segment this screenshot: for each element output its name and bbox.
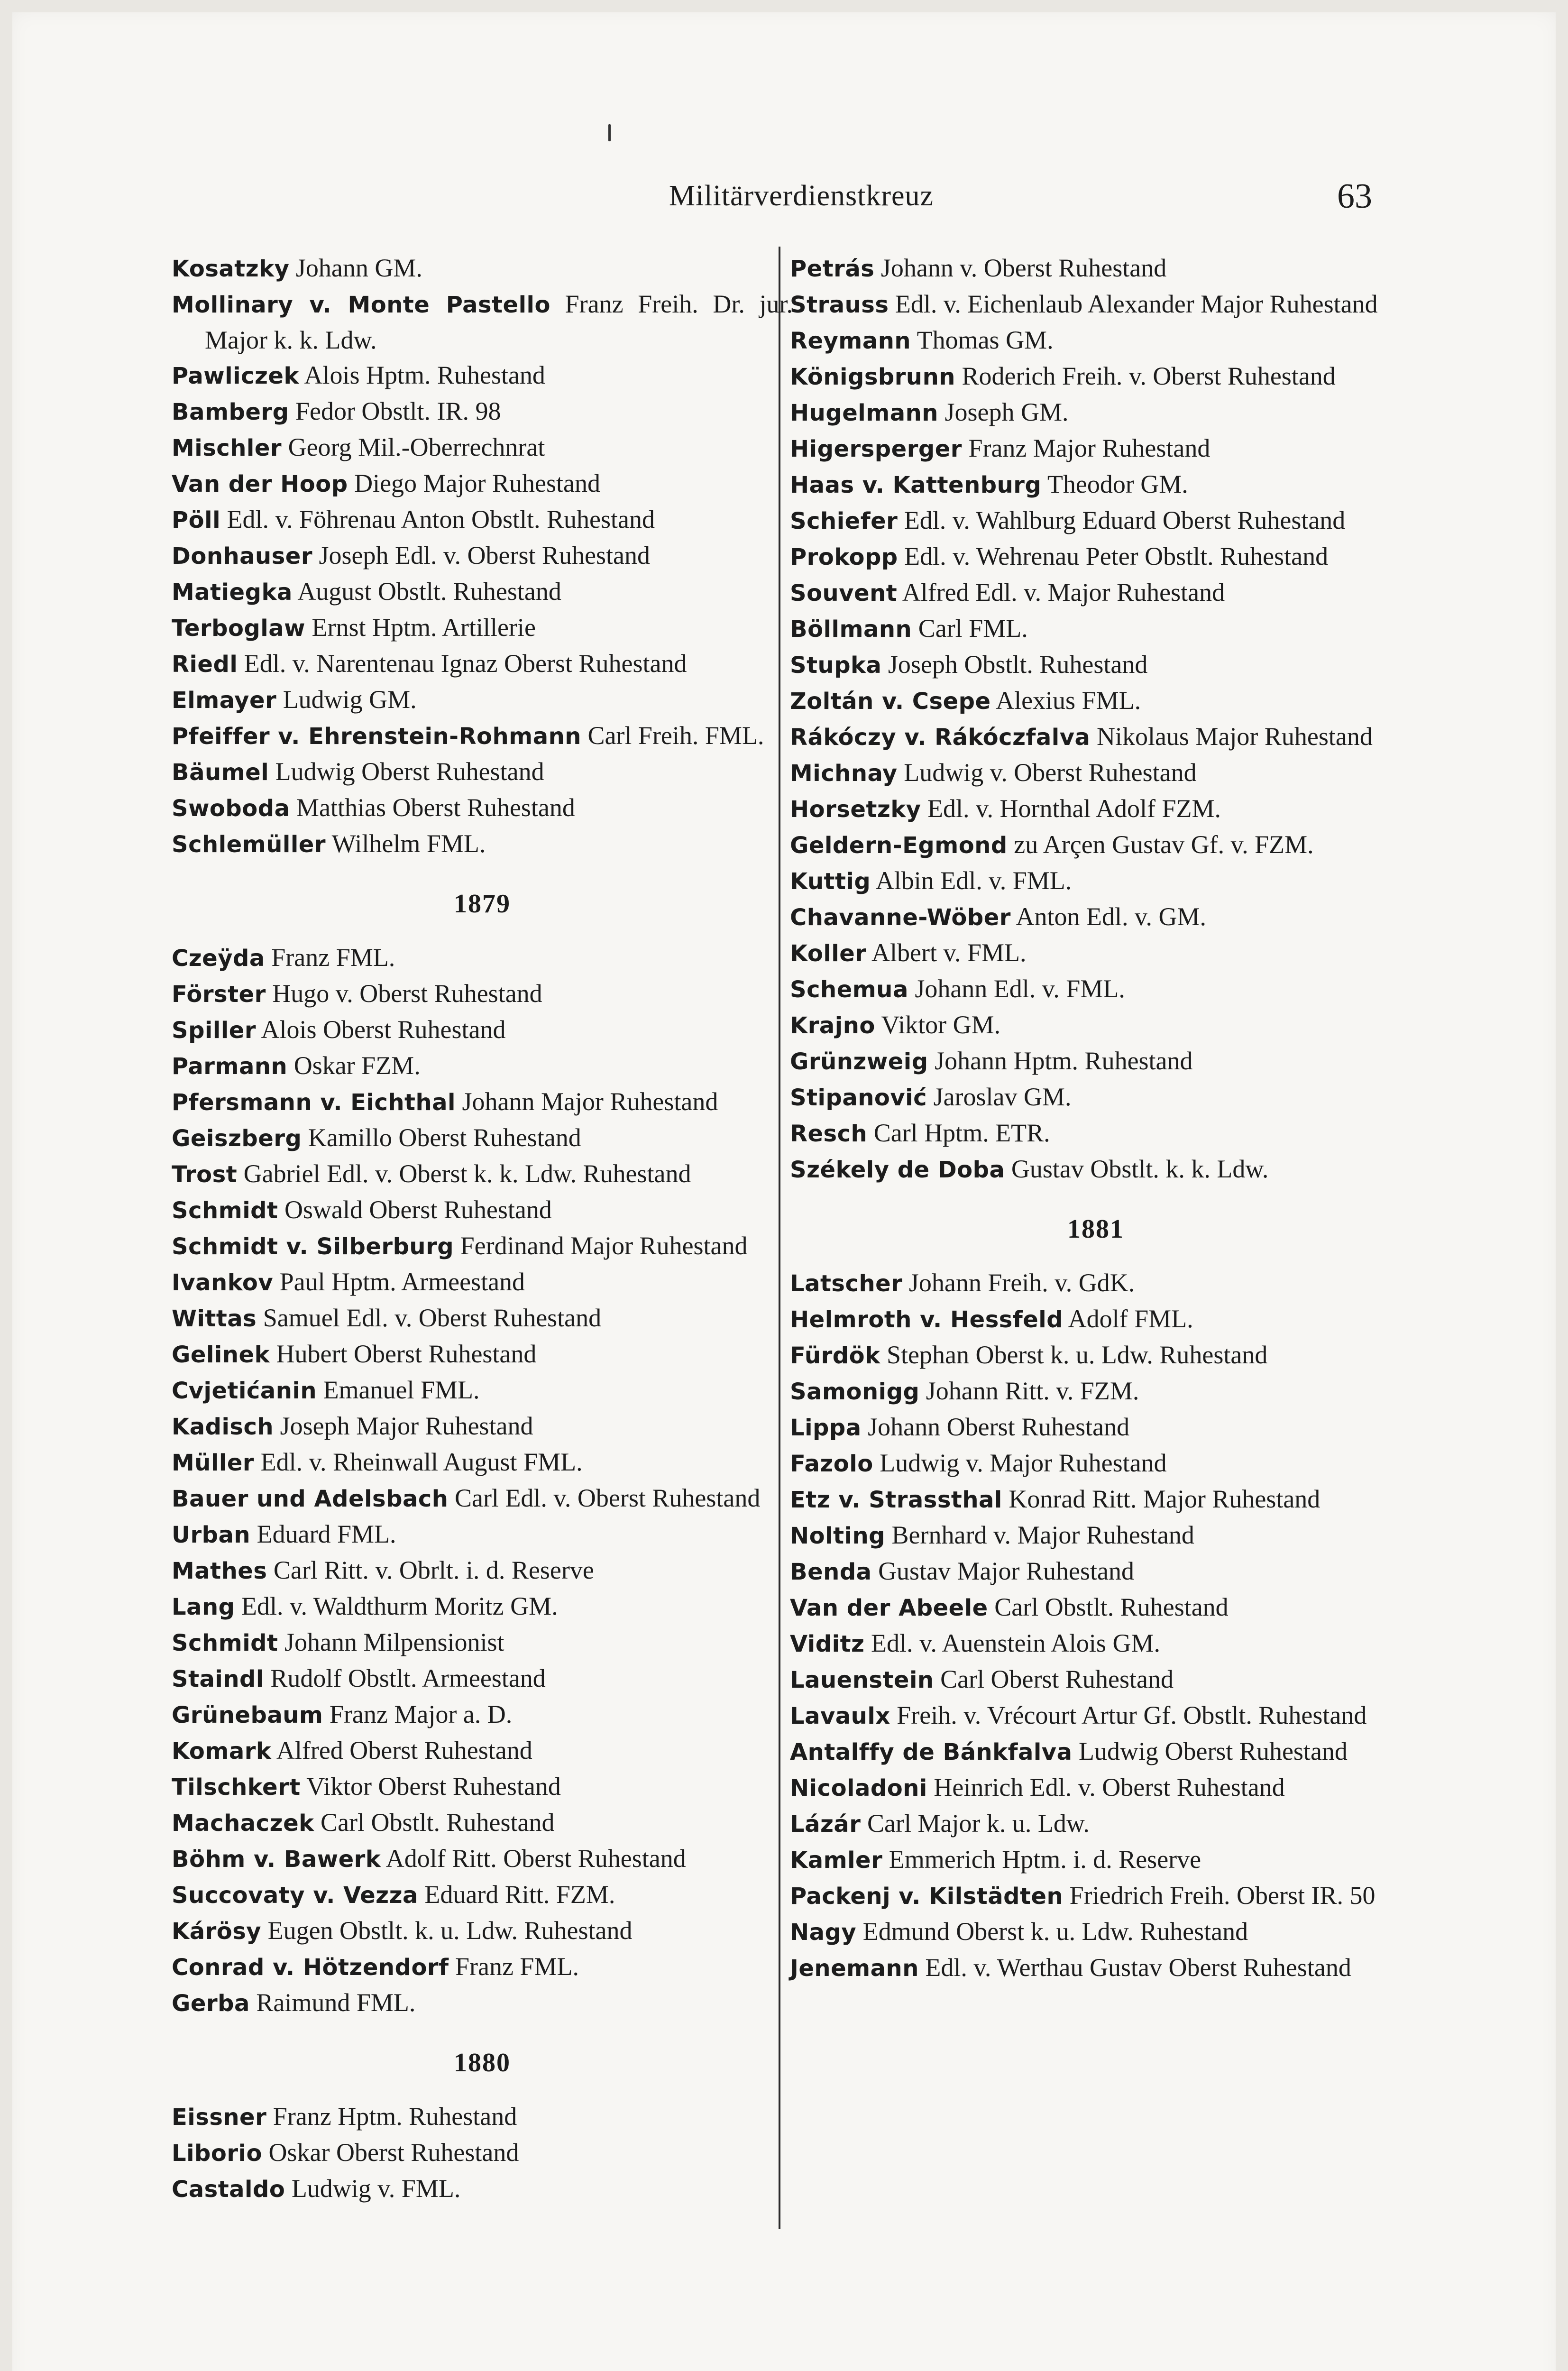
entry-surname: Petrás (790, 256, 875, 282)
roster-entry (172, 1516, 793, 1553)
year-heading: 1879 (454, 889, 511, 919)
entry-details: Fedor Obstlt. IR. 98 (295, 397, 501, 425)
entry-surname: Pfersmann v. Eichthal (172, 1089, 456, 1116)
roster-entry (172, 466, 793, 502)
entry-details: Johann Freih. v. GdK. (908, 1268, 1135, 1297)
roster-entry (790, 1043, 1402, 1079)
entry-surname: Székely de Doba (790, 1157, 1005, 1183)
roster-entry (790, 1517, 1402, 1553)
roster-entry (790, 971, 1402, 1007)
entry-surname: Riedl (172, 651, 238, 678)
roster-entry (790, 1698, 1402, 1734)
entry-details: Jaroslav GM. (933, 1083, 1072, 1111)
entry-details: Alois Oberst Ruhestand (261, 1015, 506, 1044)
roster-entry (790, 791, 1402, 827)
entry-surname: Schmidt (172, 1197, 278, 1224)
entry-details: Eduard FML. (257, 1520, 396, 1548)
roster-entry (790, 1265, 1402, 1301)
entry-surname: Prokopp (790, 544, 898, 570)
entry-details: Edl. v. Wehrenau Peter Obstlt. Ruhestand (904, 542, 1329, 570)
entry-details: Franz FML. (455, 1952, 579, 1981)
roster-entry (172, 1733, 793, 1769)
entry-surname: Nolting (790, 1523, 886, 1549)
entry-surname: Machaczek (172, 1810, 314, 1837)
right-column (790, 250, 1402, 1986)
roster-entry (172, 1084, 793, 1120)
roster-entry (172, 1841, 793, 1877)
entry-details: Carl Major k. u. Ldw. (867, 1809, 1090, 1838)
roster-entry (790, 395, 1402, 431)
entry-details: Ludwig GM. (283, 685, 417, 714)
entry-surname: Kuttig (790, 868, 871, 895)
roster-entry (790, 1115, 1402, 1151)
roster-entry (790, 827, 1402, 863)
roster-entry (172, 1697, 793, 1733)
roster-entry (172, 1769, 793, 1805)
entry-details: Joseph GM. (944, 398, 1069, 426)
entry-details: Ludwig Oberst Ruhestand (1078, 1737, 1348, 1765)
roster-entry (172, 1589, 793, 1625)
entry-surname: Haas v. Kattenburg (790, 472, 1042, 498)
entry-surname: Trost (172, 1161, 238, 1188)
entry-surname: Gelinek (172, 1342, 270, 1368)
entry-details: Franz Major a. D. (329, 1700, 513, 1728)
entry-details: Johann Ritt. v. FZM. (926, 1377, 1139, 1405)
entry-surname: Lavaulx (790, 1703, 890, 1729)
entry-surname: Schlemüller (172, 831, 326, 858)
entry-surname: Förster (172, 981, 266, 1008)
entry-details: Franz FML. (271, 943, 395, 972)
entry-details: Edl. v. Föhrenau Anton Obstlt. Ruhestand (227, 505, 655, 533)
entry-surname: Staindl (172, 1666, 264, 1692)
entry-details: August Obstlt. Ruhestand (297, 577, 561, 606)
roster-entry (790, 899, 1402, 935)
entry-details: Carl FML. (918, 614, 1028, 643)
roster-entry (790, 1151, 1402, 1187)
entry-surname: Swoboda (172, 795, 290, 822)
entry-details: Johann Edl. v. FML. (915, 974, 1125, 1003)
roster-entry (172, 976, 793, 1012)
ink-speck (608, 124, 611, 141)
entry-surname: Matiegka (172, 579, 293, 606)
entry-surname: Ivankov (172, 1269, 274, 1296)
entry-details: Hubert Oberst Ruhestand (276, 1340, 537, 1368)
entry-details: Johann Oberst Ruhestand (868, 1413, 1130, 1441)
roster-entry (172, 574, 793, 610)
roster-entry (790, 1770, 1402, 1806)
roster-entry (172, 1408, 793, 1444)
roster-entry (172, 1985, 793, 2021)
entry-details: Edl. v. Narentenau Ignaz Oberst Ruhestand (244, 649, 687, 678)
roster-entry (172, 826, 793, 862)
entry-details: Gustav Major Ruhestand (878, 1557, 1134, 1585)
roster-entry (172, 1480, 793, 1516)
roster-entry (790, 1950, 1402, 1986)
entry-details: Adolf FML. (1068, 1305, 1193, 1333)
entry-surname: Königsbrunn (790, 364, 955, 390)
entry-details: Viktor Oberst Ruhestand (306, 1772, 561, 1801)
entry-details: Edl. v. Waldthurm Moritz GM. (241, 1592, 558, 1620)
entry-surname: Benda (790, 1559, 872, 1585)
page-number: 63 (1337, 177, 1372, 216)
entry-surname: Krajno (790, 1012, 875, 1039)
entry-surname: Czeÿda (172, 945, 265, 972)
entry-details: Matthias Oberst Ruhestand (296, 793, 575, 822)
entry-details: Emanuel FML. (323, 1376, 480, 1404)
entry-surname: Lippa (790, 1415, 862, 1441)
entry-surname: Fazolo (790, 1451, 873, 1477)
roster-entry (790, 755, 1402, 791)
entry-details: Ludwig v. Oberst Ruhestand (904, 758, 1197, 787)
entry-details: Thomas GM. (917, 326, 1054, 354)
entry-details: Anton Edl. v. GM. (1016, 902, 1206, 931)
entry-details: Bernhard v. Major Ruhestand (891, 1521, 1194, 1549)
entry-details: Ludwig Oberst Ruhestand (275, 757, 544, 786)
roster-entry (172, 646, 793, 682)
roster-entry (172, 2099, 793, 2135)
entry-details: Edmund Oberst k. u. Ldw. Ruhestand (862, 1917, 1248, 1946)
roster-entry (172, 1264, 793, 1300)
entry-details: Paul Hptm. Armeestand (279, 1268, 525, 1296)
entry-details: Joseph Major Ruhestand (280, 1412, 533, 1440)
entry-details: Heinrich Edl. v. Oberst Ruhestand (934, 1773, 1285, 1801)
roster-entry (790, 1007, 1402, 1043)
roster-entry (172, 2171, 793, 2207)
entry-surname: Geldern-Egmond (790, 832, 1008, 859)
entry-surname: Chavanne-Wöber (790, 904, 1011, 931)
roster-entry (790, 1079, 1402, 1115)
entry-surname: Viditz (790, 1631, 865, 1657)
entry-details: Eduard Ritt. FZM. (424, 1880, 615, 1909)
entry-surname: Kosatzky (172, 256, 290, 282)
entry-details: Konrad Ritt. Major Ruhestand (1009, 1485, 1320, 1513)
entry-surname: Donhauser (172, 543, 313, 570)
entry-surname: Koller (790, 940, 867, 967)
entry-details: Ludwig v. Major Ruhestand (880, 1449, 1167, 1477)
roster-entry (790, 1553, 1402, 1590)
roster-entry (172, 1300, 793, 1336)
entry-details: Gustav Obstlt. k. k. Ldw. (1011, 1155, 1269, 1183)
entry-surname: Samonigg (790, 1378, 920, 1405)
roster-entry (172, 394, 793, 430)
entry-details: Roderich Freih. v. Oberst Ruhestand (962, 362, 1336, 390)
roster-entry (172, 1120, 793, 1156)
roster-entry (790, 250, 1402, 286)
entry-surname: Bäumel (172, 759, 269, 786)
entry-surname: Souvent (790, 580, 898, 607)
roster-entry (172, 1444, 793, 1480)
entry-surname: Lang (172, 1594, 235, 1620)
entry-details: Edl. v. Auenstein Alois GM. (871, 1629, 1160, 1657)
roster-entry (172, 1625, 793, 1661)
roster-entry (790, 611, 1402, 647)
entry-details: Ferdinand Major Ruhestand (460, 1231, 748, 1260)
entry-details: Joseph Edl. v. Oberst Ruhestand (319, 541, 650, 570)
roster-entry (790, 647, 1402, 683)
entry-surname: Van der Hoop (172, 471, 348, 497)
roster-entry (172, 682, 793, 718)
entry-details: Albin Edl. v. FML. (875, 866, 1072, 895)
entry-details: Eugen Obstlt. k. u. Ldw. Ruhestand (267, 1916, 633, 1945)
entry-surname: Succovaty v. Vezza (172, 1882, 418, 1909)
entry-surname: Michnay (790, 760, 898, 787)
entry-details: Ludwig v. FML. (291, 2174, 461, 2203)
entry-details: Friedrich Freih. Oberst IR. 50 (1069, 1881, 1375, 1910)
entry-surname: Antalffy de Bánkfalva (790, 1739, 1073, 1765)
entry-details: Edl. v. Werthau Gustav Oberst Ruhestand (925, 1953, 1351, 1982)
roster-entry (790, 1373, 1402, 1409)
entry-surname: Eissner (172, 2104, 267, 2131)
entry-details: zu Arçen Gustav Gf. v. FZM. (1014, 830, 1314, 859)
entry-details: Albert v. FML. (871, 938, 1027, 967)
entry-surname: Grünzweig (790, 1048, 928, 1075)
entry-surname: Gerba (172, 1990, 250, 2017)
entry-details: Carl Freih. FML. (587, 721, 764, 750)
roster-entry (790, 1878, 1402, 1914)
entry-surname: Latscher (790, 1270, 903, 1297)
roster-entry (790, 1842, 1402, 1878)
entry-surname: Packenj v. Kilstädten (790, 1883, 1064, 1910)
entry-details: Oskar Oberst Ruhestand (268, 2138, 519, 2167)
entry-surname: Zoltán v. Csepe (790, 688, 991, 715)
entry-details: Edl. v. Eichenlaub Alexander Major Ruhestand (895, 290, 1378, 318)
entry-surname: Jenemann (790, 1955, 919, 1982)
roster-entry (172, 754, 793, 790)
roster-entry (172, 1012, 793, 1048)
entry-details: Carl Obstlt. Ruhestand (321, 1808, 555, 1837)
roster-entry (790, 1301, 1402, 1337)
entry-surname: Spiller (172, 1017, 257, 1044)
entry-surname: Castaldo (172, 2176, 285, 2203)
entry-details: Alfred Oberst Ruhestand (276, 1736, 532, 1764)
entry-surname: Conrad v. Hötzendorf (172, 1954, 449, 1981)
entry-surname: Mollinary v. Monte Pastello (172, 292, 550, 318)
entry-surname: Tilschkert (172, 1774, 301, 1801)
entry-surname: Lauenstein (790, 1667, 934, 1693)
entry-surname: Böllmann (790, 616, 912, 643)
roster-entry (172, 1805, 793, 1841)
roster-entry (790, 1590, 1402, 1626)
year-heading: 1881 (1067, 1214, 1124, 1244)
roster-entry (790, 935, 1402, 971)
entry-details: Franz Hptm. Ruhestand (273, 2102, 517, 2131)
entry-surname: Lázár (790, 1811, 861, 1838)
roster-entry (790, 1806, 1402, 1842)
entry-surname: Terboglaw (172, 615, 305, 642)
entry-surname: Van der Abeele (790, 1595, 988, 1621)
entry-details: Johann GM. (295, 254, 422, 282)
entry-details: Alois Hptm. Ruhestand (304, 361, 545, 389)
roster-entry (172, 790, 793, 826)
entry-details: Kamillo Oberst Ruhestand (308, 1123, 581, 1152)
roster-entry (790, 503, 1402, 539)
entry-details: Georg Mil.-Oberrechnrat (288, 433, 545, 461)
entry-surname: Mathes (172, 1558, 267, 1584)
roster-entry (790, 1662, 1402, 1698)
roster-entry (172, 250, 793, 286)
roster-entry (172, 1156, 793, 1192)
roster-entry (172, 358, 793, 394)
roster-entry (790, 1337, 1402, 1373)
entry-surname: Pfeiffer v. Ehrenstein-Rohmann (172, 723, 581, 750)
entry-details: Ernst Hptm. Artillerie (312, 613, 536, 642)
entry-surname: Geiszberg (172, 1125, 302, 1152)
entry-surname: Stipanović (790, 1084, 927, 1111)
roster-entry (172, 1913, 793, 1949)
entry-details: Franz Freih. Dr. jur. Major k. k. Ldw. (205, 290, 793, 354)
entry-details: Stephan Oberst k. u. Ldw. Ruhestand (887, 1341, 1268, 1369)
roster-entry (172, 1228, 793, 1264)
entry-details: Edl. v. Hornthal Adolf FZM. (927, 794, 1221, 823)
roster-entry (172, 940, 793, 976)
entry-surname: Helmroth v. Hessfeld (790, 1306, 1064, 1333)
entry-surname: Schmidt (172, 1630, 278, 1656)
entry-surname: Fürdök (790, 1342, 880, 1369)
roster-entry (790, 1409, 1402, 1445)
entry-surname: Strauss (790, 292, 889, 318)
entry-surname: Higersperger (790, 436, 962, 462)
entry-surname: Müller (172, 1450, 255, 1476)
entry-details: Johann v. Oberst Ruhestand (880, 254, 1167, 282)
entry-surname: Hugelmann (790, 400, 938, 426)
roster-entry (790, 358, 1402, 395)
entry-details: Raimund FML. (256, 1988, 416, 2017)
entry-surname: Bamberg (172, 399, 289, 425)
entry-surname: Grünebaum (172, 1702, 323, 1728)
entry-surname: Wittas (172, 1305, 257, 1332)
roster-entry (172, 1048, 793, 1084)
roster-entry (172, 286, 793, 358)
entry-details: Alexius FML. (996, 686, 1141, 715)
entry-surname: Rákóczy v. Rákóczfalva (790, 724, 1091, 751)
entry-details: Rudolf Obstlt. Armeestand (270, 1664, 546, 1692)
entry-details: Carl Edl. v. Oberst Ruhestand (454, 1484, 761, 1512)
roster-entry (172, 610, 793, 646)
roster-entry (790, 431, 1402, 467)
entry-surname: Pöll (172, 507, 221, 533)
entry-surname: Urban (172, 1522, 251, 1548)
roster-entry (172, 1661, 793, 1697)
entry-surname: Kamler (790, 1847, 883, 1874)
roster-entry (790, 1445, 1402, 1481)
entry-details: Johann Hptm. Ruhestand (935, 1047, 1193, 1075)
entry-details: Carl Oberst Ruhestand (940, 1665, 1174, 1693)
entry-surname: Resch (790, 1121, 868, 1147)
entry-details: Diego Major Ruhestand (354, 469, 600, 497)
roster-entry (172, 1553, 793, 1589)
roster-entry (790, 539, 1402, 575)
entry-surname: Parmann (172, 1053, 288, 1080)
roster-entry (790, 322, 1402, 358)
entry-details: Alfred Edl. v. Major Ruhestand (902, 578, 1225, 607)
entry-surname: Kadisch (172, 1414, 274, 1440)
entry-surname: Schiefer (790, 508, 898, 534)
roster-entry (172, 538, 793, 574)
entry-surname: Nicoladoni (790, 1775, 927, 1801)
roster-entry (790, 1734, 1402, 1770)
roster-entry (172, 1372, 793, 1408)
roster-entry (790, 719, 1402, 755)
entry-details: Johann Major Ruhestand (462, 1087, 718, 1116)
entry-details: Franz Major Ruhestand (968, 434, 1210, 462)
entry-details: Nikolaus Major Ruhestand (1096, 722, 1373, 751)
entry-surname: Schemua (790, 976, 908, 1003)
running-header-title: Militärverdienstkreuz (669, 180, 934, 212)
entry-details: Freih. v. Vrécourt Artur Gf. Obstlt. Ruhestand (897, 1701, 1367, 1729)
roster-entry (172, 430, 793, 466)
year-heading: 1880 (454, 2048, 511, 2077)
roster-entry (172, 718, 793, 754)
roster-entry (172, 1192, 793, 1228)
roster-entry (172, 1877, 793, 1913)
entry-surname: Reymann (790, 328, 911, 354)
entry-details: Oskar FZM. (293, 1051, 421, 1080)
roster-entry (790, 683, 1402, 719)
roster-entry (790, 286, 1402, 322)
roster-entry (790, 467, 1402, 503)
roster-entry (172, 1336, 793, 1372)
entry-details: Theodor GM. (1047, 470, 1188, 498)
entry-surname: Liborio (172, 2140, 262, 2167)
entry-details: Edl. v. Wahlburg Eduard Oberst Ruhestand (904, 506, 1346, 534)
entry-surname: Nagy (790, 1919, 857, 1946)
roster-entry (172, 2135, 793, 2171)
entry-surname: Schmidt v. Silberburg (172, 1233, 454, 1260)
left-column (172, 250, 793, 2207)
entry-surname: Elmayer (172, 687, 277, 714)
roster-entry (790, 863, 1402, 899)
entry-details: Carl Ritt. v. Obrlt. i. d. Reserve (273, 1556, 594, 1584)
entry-surname: Komark (172, 1738, 272, 1764)
roster-entry (172, 1949, 793, 1985)
entry-details: Carl Hptm. ETR. (873, 1119, 1050, 1147)
roster-entry (790, 1626, 1402, 1662)
entry-surname: Bauer und Adelsbach (172, 1486, 449, 1512)
entry-details: Gabriel Edl. v. Oberst k. k. Ldw. Ruhestand (243, 1159, 691, 1188)
entry-surname: Böhm v. Bawerk (172, 1846, 381, 1873)
roster-entry (790, 1481, 1402, 1517)
entry-surname: Kárösy (172, 1918, 262, 1945)
entry-details: Emmerich Hptm. i. d. Reserve (889, 1845, 1201, 1874)
roster-entry (172, 502, 793, 538)
roster-entry (790, 575, 1402, 611)
entry-surname: Cvjetićanin (172, 1378, 317, 1404)
entry-surname: Pawliczek (172, 363, 299, 389)
entry-surname: Etz v. Strassthal (790, 1487, 1002, 1513)
entry-details: Adolf Ritt. Oberst Ruhestand (385, 1844, 686, 1873)
entry-details: Edl. v. Rheinwall August FML. (260, 1448, 583, 1476)
entry-details: Carl Obstlt. Ruhestand (994, 1593, 1229, 1621)
entry-surname: Mischler (172, 435, 282, 461)
entry-details: Oswald Oberst Ruhestand (284, 1195, 552, 1224)
entry-details: Viktor GM. (881, 1011, 1001, 1039)
entry-details: Johann Milpensionist (284, 1628, 504, 1656)
entry-details: Wilhelm FML. (331, 829, 486, 858)
entry-surname: Horsetzky (790, 796, 921, 823)
entry-details: Joseph Obstlt. Ruhestand (888, 650, 1148, 679)
entry-details: Samuel Edl. v. Oberst Ruhestand (263, 1304, 602, 1332)
entry-details: Hugo v. Oberst Ruhestand (272, 979, 542, 1008)
entry-surname: Stupka (790, 652, 882, 679)
roster-entry (790, 1914, 1402, 1950)
